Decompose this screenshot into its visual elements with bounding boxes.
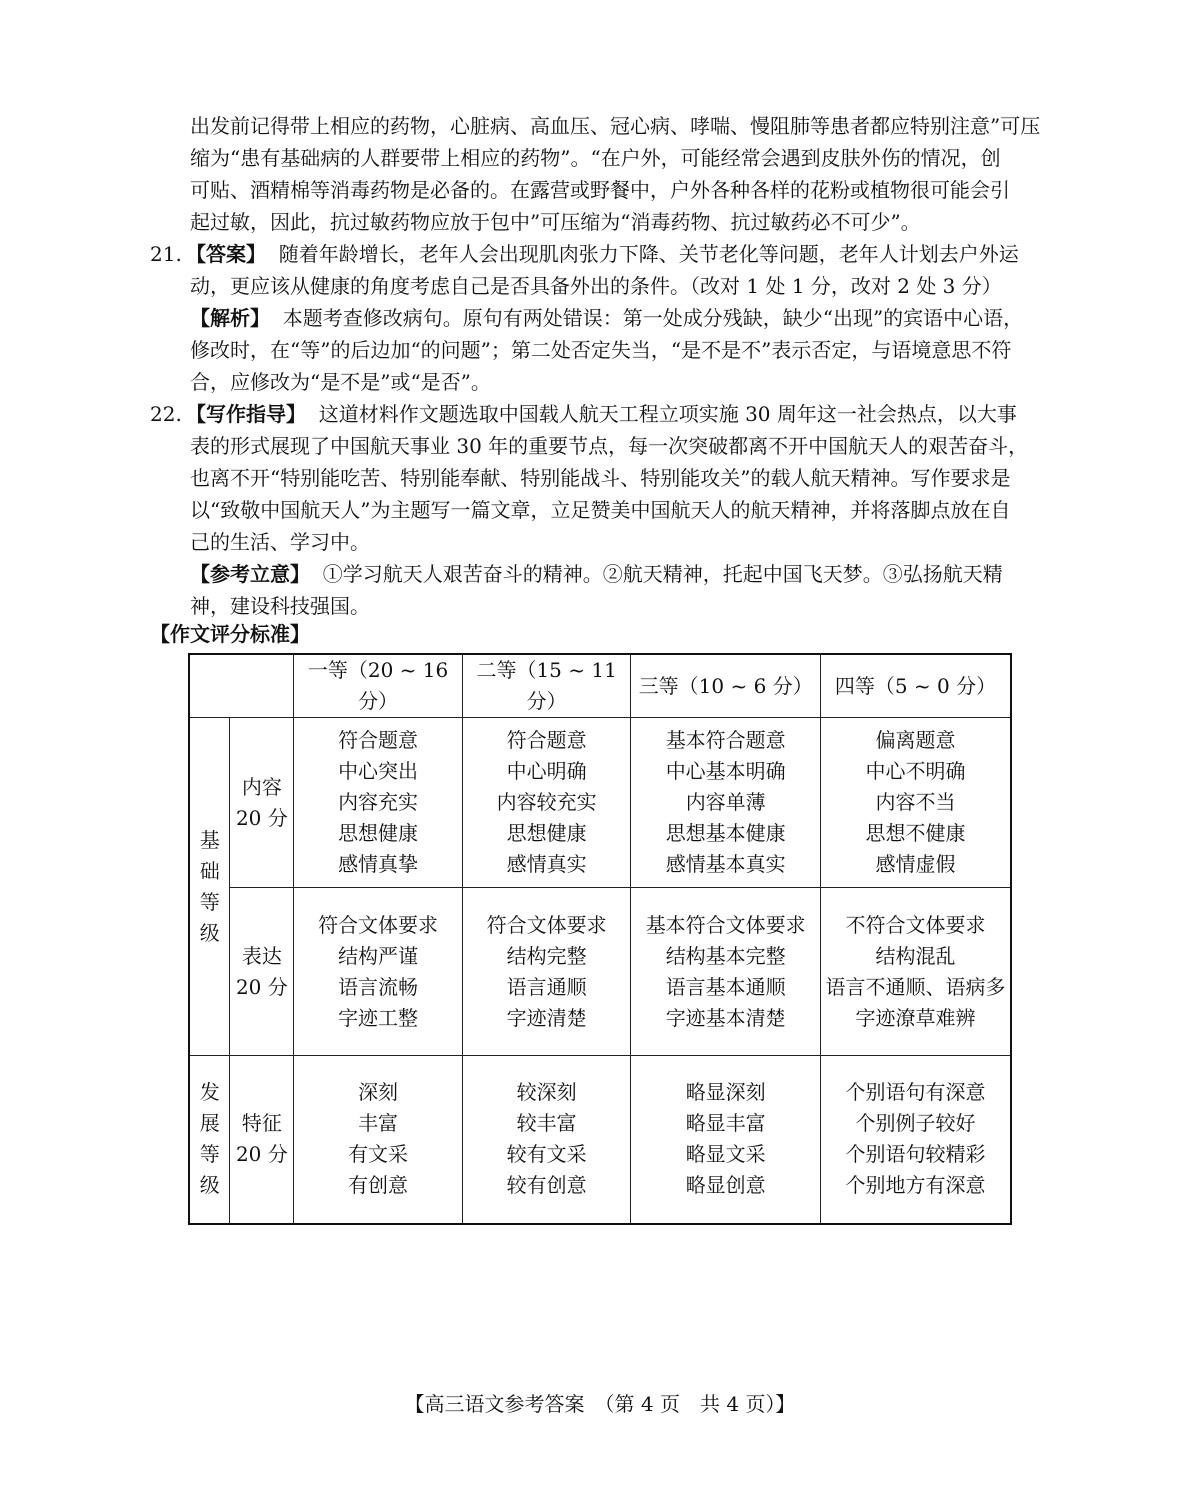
feature-grade-1: 深刻 丰富 有文采 有创意 [294, 1056, 463, 1224]
feature-grade-3: 略显深刻 略显丰富 略显文采 略显创意 [631, 1056, 821, 1224]
idea-tag: 【参考立意】 [190, 562, 310, 586]
question-22 [150, 398, 1045, 622]
table-row-feature [189, 1056, 1011, 1224]
text-line: 这道材料作文题选取中国载人航天工程立项实施 30 周年这一社会热点，以大事 [318, 402, 1017, 426]
expression-label: 表达 20 分 [230, 888, 294, 1056]
basic-level-label: 基 础 等 级 [189, 718, 230, 1056]
header-grade-2: 二等（15 ~ 11 分） [462, 654, 631, 718]
feature-label: 特征 20 分 [230, 1056, 294, 1224]
content-grade-3: 基本符合题意 中心基本明确 内容单薄 思想基本健康 感情基本真实 [631, 718, 821, 888]
question-number: 22. [150, 402, 182, 426]
text-line: 神，建设科技强国。 [190, 594, 370, 618]
q21-analysis-line [150, 302, 1045, 334]
q22-guide-line [150, 398, 1045, 430]
text-line: 出发前记得带上相应的药物，心脏病、高血压、冠心病、哮喘、慢阻肺等患者都应特别注意”可压 [190, 114, 1041, 138]
content-label: 内容 20 分 [230, 718, 294, 888]
question-number: 21. [150, 242, 182, 266]
header-grade-1: 一等（20 ~ 16 分） [294, 654, 463, 718]
expression-grade-3: 基本符合文体要求 结构基本完整 语言基本通顺 字迹基本清楚 [631, 888, 821, 1056]
text-line: ①学习航天人艰苦奋斗的精神。②航天精神，托起中国飞天梦。③弘扬航天精 [322, 562, 1003, 586]
text-line: 缩为“患有基础病的人群要带上相应的药物”。“在户外，可能经常会遇到皮肤外伤的情况，创 [190, 146, 1001, 170]
table-header-row [189, 654, 1011, 718]
content-grade-2: 符合题意 中心明确 内容较充实 思想健康 感情真实 [462, 718, 631, 888]
scoring-rubric-table [188, 653, 1012, 1225]
text-line: 以“致敬中国航天人”为主题写一篇文章，立足赞美中国航天人的航天精神，并将落脚点放在自 [190, 498, 1011, 522]
header-grade-3: 三等（10 ~ 6 分） [631, 654, 821, 718]
feature-grade-4: 个别语句有深意 个别例子较好 个别语句较精彩 个别地方有深意 [820, 1056, 1011, 1224]
text-line: 也离不开“特别能吃苦、特别能奉献、特别能战斗、特别能攻关”的载人航天精神。写作要求是 [190, 466, 1011, 490]
analysis-tag: 【解析】 [190, 306, 270, 330]
header-grade-4: 四等（5 ~ 0 分） [820, 654, 1011, 718]
expression-grade-4: 不符合文体要求 结构混乱 语言不通顺、语病多 字迹潦草难辨 [820, 888, 1011, 1056]
guide-tag: 【写作指导】 [186, 402, 306, 426]
text-line: 可贴、酒精棉等消毒药物是必备的。在露营或野餐中，户外各种各样的花粉或植物很可能会引 [190, 178, 1010, 202]
page-footer: 【高三语文参考答案 （第 4 页 共 4 页）】 [404, 1392, 796, 1416]
rubric-title: 【作文评分标准】 [150, 622, 310, 646]
text-line: 己的生活、学习中。 [190, 530, 370, 554]
text-line: 随着年龄增长，老年人会出现肌肉张力下降、关节老化等问题，老年人计划去户外运 [278, 242, 1019, 266]
intro-paragraph [190, 110, 1040, 238]
expression-grade-2: 符合文体要求 结构完整 语言通顺 字迹清楚 [462, 888, 631, 1056]
text-line: 合，应修改为“是不是”或“是否”。 [190, 370, 491, 394]
corner-cell [189, 654, 294, 718]
text-line: 表的形式展现了中国航天事业 30 年的重要节点，每一次突破都离不开中国航天人的艰苦奋斗， [190, 434, 1029, 458]
content-grade-4: 偏离题意 中心不明确 内容不当 思想不健康 感情虚假 [820, 718, 1011, 888]
expression-grade-1: 符合文体要求 结构严谨 语言流畅 字迹工整 [294, 888, 463, 1056]
q22-idea-line [150, 558, 1045, 590]
text-line: 起过敏，因此，抗过敏药物应放于包中”可压缩为“消毒药物、抗过敏药必不可少”。 [190, 210, 921, 234]
q21-answer-line [150, 238, 1045, 270]
text-line: 动，更应该从健康的角度考虑自己是否具备外出的条件。（改对 1 处 1 分，改对 2 处 3 分） [190, 274, 1002, 298]
text-line: 修改时，在“等”的后边加“的问题”；第二处否定失当，“是不是不”表示否定，与语境意思不符 [190, 338, 1012, 362]
text-line: 本题考查修改病句。原句有两处错误：第一处成分残缺，缺少“出现”的宾语中心语， [282, 306, 1024, 330]
dev-level-label: 发 展 等 级 [189, 1056, 230, 1224]
content-grade-1: 符合题意 中心突出 内容充实 思想健康 感情真挚 [294, 718, 463, 888]
table-row-expression [189, 888, 1011, 1056]
question-21 [150, 238, 1045, 398]
table-row-content [189, 718, 1011, 888]
feature-grade-2: 较深刻 较丰富 较有文采 较有创意 [462, 1056, 631, 1224]
answer-tag: 【答案】 [186, 242, 266, 266]
